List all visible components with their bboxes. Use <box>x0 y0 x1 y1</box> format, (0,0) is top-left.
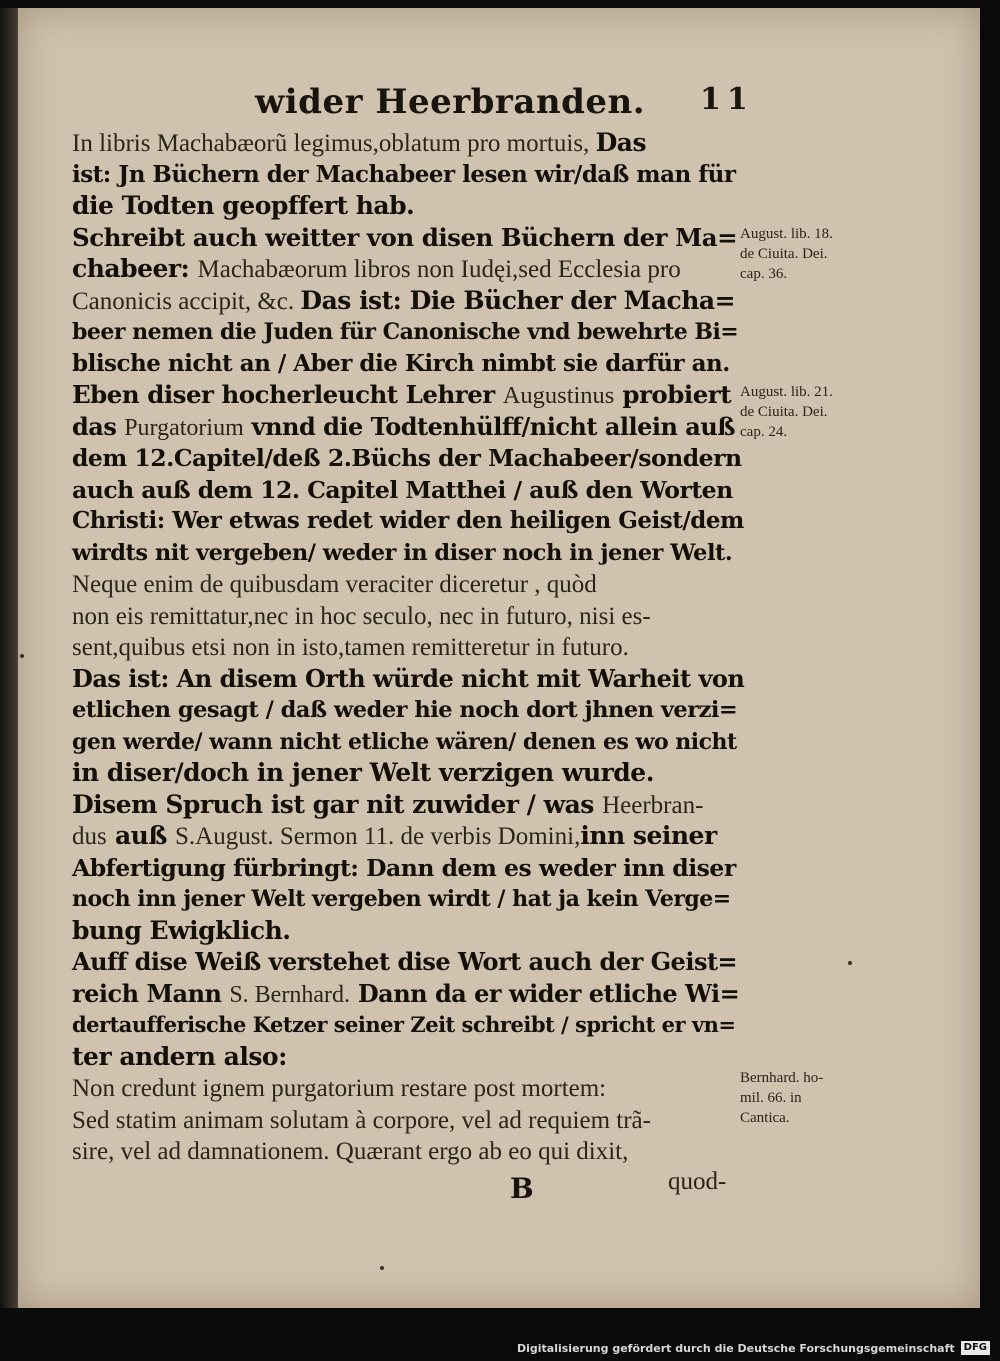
fraktur-text: Disem Spruch ist gar nit zuwider / was <box>72 789 603 819</box>
ink-speck <box>380 1266 384 1270</box>
text-line <box>72 1073 606 1104</box>
text-line <box>72 412 735 443</box>
fraktur-text: dertaufferische Ketzer seiner Zeit schreibt / spricht er vn= <box>72 1012 736 1037</box>
latin-text: Heerbran- <box>602 791 704 819</box>
latin-text: dus <box>72 823 107 850</box>
text-line <box>72 947 737 977</box>
fraktur-text: Abfertigung fürbringt: Dann dem es weder inn diser <box>72 853 736 882</box>
fraktur-text: auch auß dem 12. Capitel Matthei / auß den Worten <box>72 475 733 504</box>
text-line <box>72 790 703 821</box>
fraktur-text: reich Mann <box>72 978 230 1008</box>
fraktur-text: Auff dise Weiß verstehet dise Wort auch der Geist= <box>72 947 738 976</box>
text-line <box>72 286 735 317</box>
latin-text: Augustinus <box>502 382 615 409</box>
margin-note-line: mil. 66. in <box>740 1090 802 1106</box>
text-line <box>72 695 737 725</box>
text-line <box>72 664 744 694</box>
text-line <box>72 853 736 883</box>
margin-note-line: de Ciuita. Dei. <box>740 246 828 262</box>
fraktur-text: ter andern also: <box>72 1041 287 1071</box>
latin-text: Non credunt ignem purgatorium restare post mortem: <box>72 1075 607 1102</box>
text-line <box>72 128 646 159</box>
fraktur-text: Das <box>595 128 647 157</box>
fraktur-text: auß <box>106 821 176 850</box>
fraktur-text: in diser/doch in jener Welt verzigen wurde. <box>72 758 654 787</box>
text-line <box>72 601 651 632</box>
funding-text: Digitalisierung gefördert durch die Deutsche Forschungsgemeinschaft <box>516 1341 955 1355</box>
fraktur-text: bung Ewigklich. <box>72 915 291 945</box>
text-line <box>72 979 739 1010</box>
text-line <box>72 569 597 600</box>
running-header: wider Heerbranden. <box>255 82 646 122</box>
fraktur-text: noch inn jener Welt vergeben wirdt / hat ja kein Verge= <box>72 886 731 912</box>
page-number: 11 <box>700 82 754 117</box>
text-line <box>72 506 744 536</box>
fraktur-text: beer nemen die Juden für Canonische vnd bewehrte Bi= <box>72 319 739 345</box>
text-line <box>72 727 737 758</box>
fraktur-text: Eben diser hocherleucht Lehrer <box>72 380 503 409</box>
fraktur-text: etlichen gesagt / daß weder hie noch dort jhnen verzi= <box>72 697 738 723</box>
latin-text: Machabæorum libros non Iudęi,sed Ecclesia pro <box>197 256 681 283</box>
latin-text: Neque enim de quibusdam veraciter diceretur , quòd <box>72 571 597 598</box>
dfg-logo: DFG <box>961 1341 990 1355</box>
latin-text: Sed statim animam solutam à corpore, vel ad requiem trã- <box>72 1106 651 1134</box>
ink-speck <box>848 961 852 965</box>
fraktur-text: vnnd die Todtenhülff/nicht allein auß <box>243 411 736 441</box>
latin-text: Purgatorium <box>124 414 244 441</box>
text-line <box>72 160 736 190</box>
margin-note-line: Cantica. <box>740 1110 790 1126</box>
ink-speck <box>20 654 24 658</box>
fraktur-text: chabeer: <box>72 254 198 283</box>
text-line <box>72 758 654 788</box>
fraktur-text: wirdts nit vergeben/ weder in diser noch in jener Welt. <box>72 539 733 566</box>
signature-mark: B <box>510 1172 534 1205</box>
funding-footer <box>517 1339 990 1357</box>
fraktur-text: blische nicht an / Aber die Kirch nimbt sie darfür an. <box>72 349 730 377</box>
fraktur-text: probiert <box>614 380 732 409</box>
text-line <box>72 191 414 221</box>
margin-note-line: August. lib. 21. <box>740 384 833 400</box>
text-line <box>72 916 291 946</box>
text-line <box>72 1010 735 1040</box>
text-line <box>72 443 742 473</box>
text-line <box>72 632 629 663</box>
margin-note-line: de Ciuita. Dei. <box>740 404 828 420</box>
text-line <box>72 254 681 285</box>
fraktur-text: Das ist: An disem Orth würde nicht mit Warheit von <box>72 663 745 693</box>
latin-text: non eis remittatur,nec in hoc seculo, nec in futuro, nisi es- <box>72 602 651 630</box>
fraktur-text: die Todten geopffert hab. <box>72 191 415 220</box>
text-line <box>72 380 731 411</box>
text-line <box>72 223 737 253</box>
fraktur-text: inn seiner <box>580 821 717 850</box>
fraktur-text: gen werde/ wann nicht etliche wären/ denen es wo nicht <box>72 728 737 755</box>
text-line <box>72 1042 287 1072</box>
catchword: quod- <box>668 1168 727 1195</box>
margin-note-line: cap. 36. <box>740 266 788 282</box>
fraktur-text: Dann da er wider etliche Wi= <box>349 978 740 1008</box>
text-line <box>72 1136 628 1167</box>
fraktur-text: Das ist: Die Bücher der Macha= <box>300 285 736 315</box>
text-line <box>72 821 717 852</box>
fraktur-text: ist: Jn Büchern der Machabeer lesen wir/daß man für <box>72 160 736 188</box>
fraktur-text: Christi: Wer etwas redet wider den heiligen Geist/dem <box>72 507 744 534</box>
text-line <box>72 1105 651 1136</box>
margin-note-line: August. lib. 18. <box>740 226 833 242</box>
text-line <box>72 884 731 915</box>
text-line <box>72 538 732 568</box>
text-line <box>72 349 730 379</box>
fraktur-text: dem 12.Capitel/deß 2.Büchs der Machabeer/sondern <box>72 444 742 472</box>
latin-text: Canonicis accipit, &c. <box>72 287 301 315</box>
latin-text: S.August. Sermon 11. de verbis Domini, <box>175 823 581 850</box>
latin-text: S. Bernhard. <box>229 981 350 1008</box>
latin-text: In libris Machabæorũ legimus,oblatum pro mortuis, <box>72 130 596 157</box>
latin-text: sent,quibus etsi non in isto,tamen remitteretur in futuro. <box>72 634 629 661</box>
text-line <box>72 475 733 505</box>
margin-note-line: Bernhard. ho- <box>740 1070 824 1086</box>
margin-note-line: cap. 24. <box>740 424 788 440</box>
text-line <box>72 317 738 348</box>
latin-text: sire, vel ad damnationem. Quærant ergo ab eo qui dixit, <box>72 1138 629 1165</box>
fraktur-text: Schreibt auch weitter von disen Büchern der Ma= <box>72 222 738 252</box>
fraktur-text: das <box>72 411 125 441</box>
